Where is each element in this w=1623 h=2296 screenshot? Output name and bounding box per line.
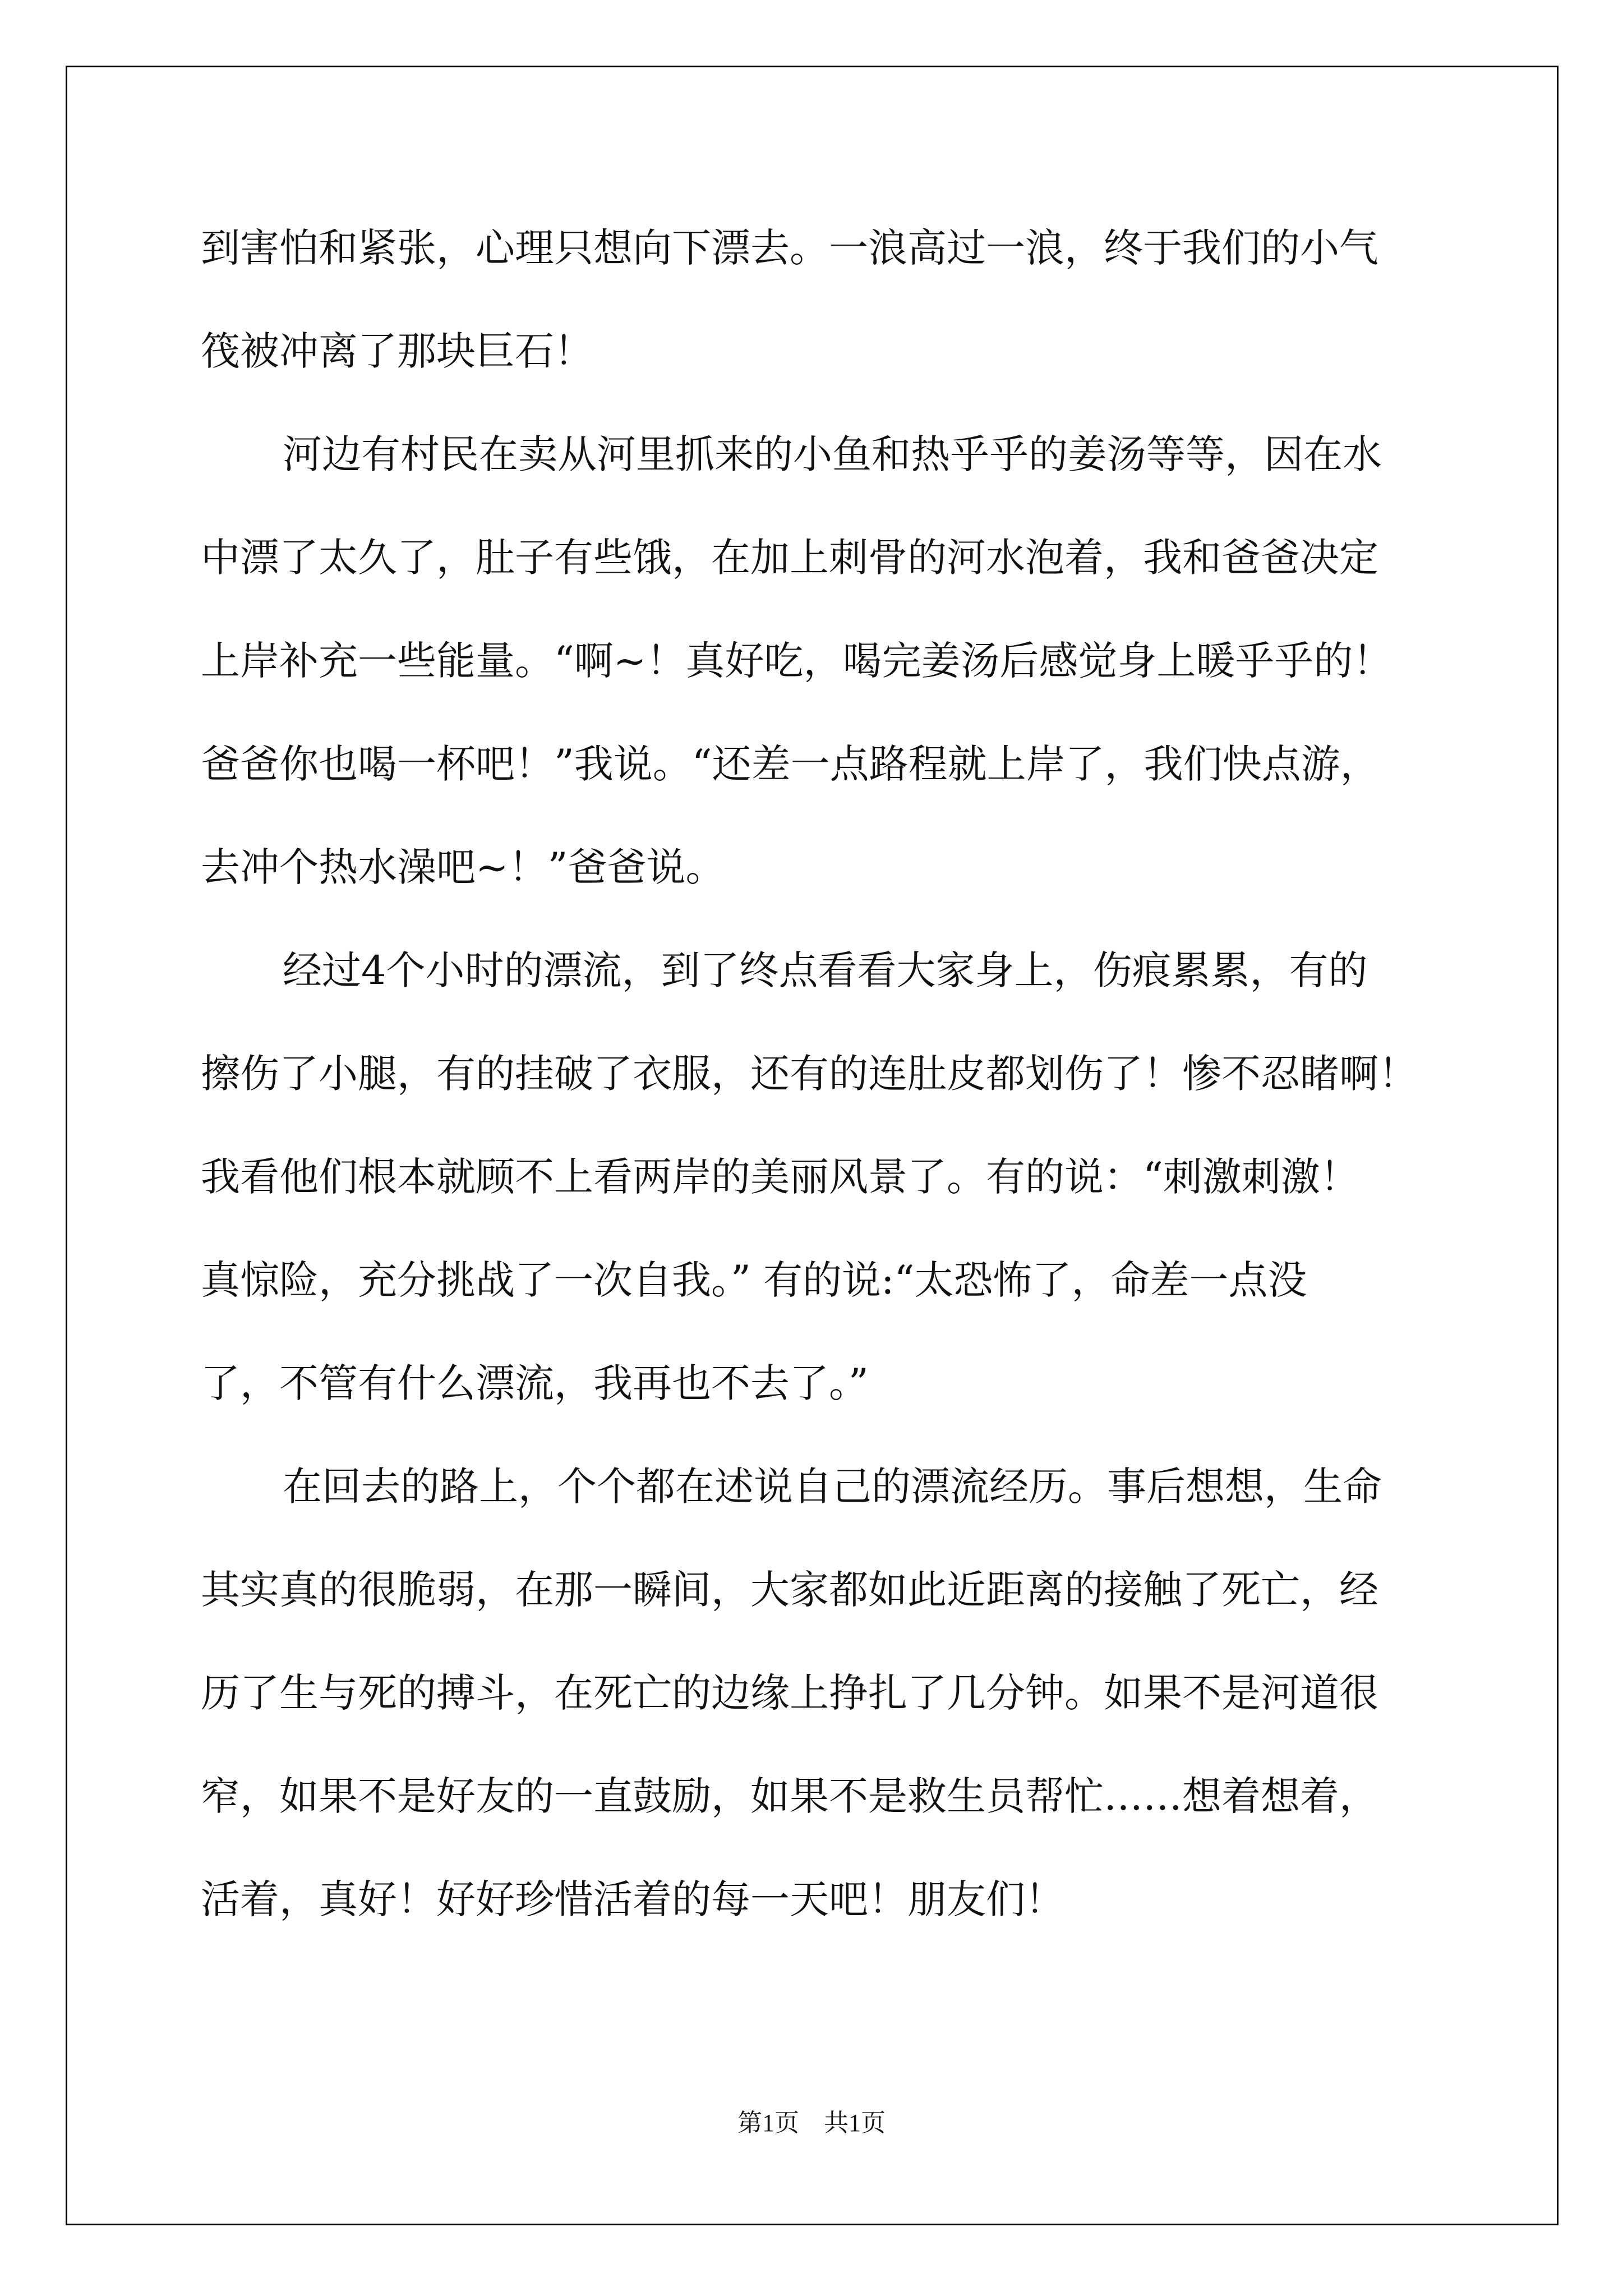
text-line: 历了生与死的搏斗，在死亡的边缘上挣扎了几分钟。如果不是河道很 bbox=[201, 1670, 1378, 1716]
text-line: 爸爸你也喝一杯吧！”我说。“还差一点路程就上岸了，我们快点游， bbox=[201, 741, 1380, 787]
text-line: 到害怕和紧张，心理只想向下漂去。一浪高过一浪，终于我们的小气 bbox=[201, 225, 1378, 271]
page-total: 共1页 bbox=[824, 2109, 886, 2137]
page-footer bbox=[0, 2102, 1623, 2138]
text-line: 上岸补充一些能量。“啊~！真好吃，喝完姜汤后感觉身上暖乎乎的！ bbox=[201, 638, 1393, 684]
text-line: 中漂了太久了，肚子有些饿，在加上刺骨的河水泡着，我和爸爸决定 bbox=[201, 535, 1378, 581]
document-body bbox=[201, 196, 1446, 1951]
paragraph-start-line: 经过4个小时的漂流，到了终点看看大家身上，伤痕累累，有的 bbox=[283, 947, 1368, 993]
page-number: 第1页 bbox=[737, 2109, 799, 2137]
paragraph-start-line: 在回去的路上，个个都在述说自己的漂流经历。事后想想，生命 bbox=[283, 1464, 1382, 1510]
text-line: 擦伤了小腿，有的挂破了衣服，还有的连肚皮都划伤了！惨不忍睹啊！ bbox=[201, 1051, 1418, 1097]
text-line: 去冲个热水澡吧~！”爸爸说。 bbox=[201, 844, 725, 890]
text-line: 窄，如果不是好友的一直鼓励，如果不是救生员帮忙……想着想着， bbox=[201, 1773, 1378, 1819]
text-line: 了，不管有什么漂流，我再也不去了。” bbox=[201, 1360, 869, 1406]
text-line: 筏被冲离了那块巨石！ bbox=[201, 328, 593, 374]
text-line: 其实真的很脆弱，在那一瞬间，大家都如此近距离的接触了死亡，经 bbox=[201, 1567, 1378, 1613]
text-line: 活着，真好！好好珍惜活着的每一天吧！朋友们！ bbox=[201, 1876, 1064, 1922]
text-line: 真惊险，充分挑战了一次自我。” 有的说:“太恐怖了，命差一点没 bbox=[201, 1257, 1307, 1303]
text-line: 我看他们根本就顾不上看两岸的美丽风景了。有的说：“刺激刺激！ bbox=[201, 1154, 1359, 1200]
paragraph-start-line: 河边有村民在卖从河里抓来的小鱼和热乎乎的姜汤等等，因在水 bbox=[283, 431, 1382, 477]
